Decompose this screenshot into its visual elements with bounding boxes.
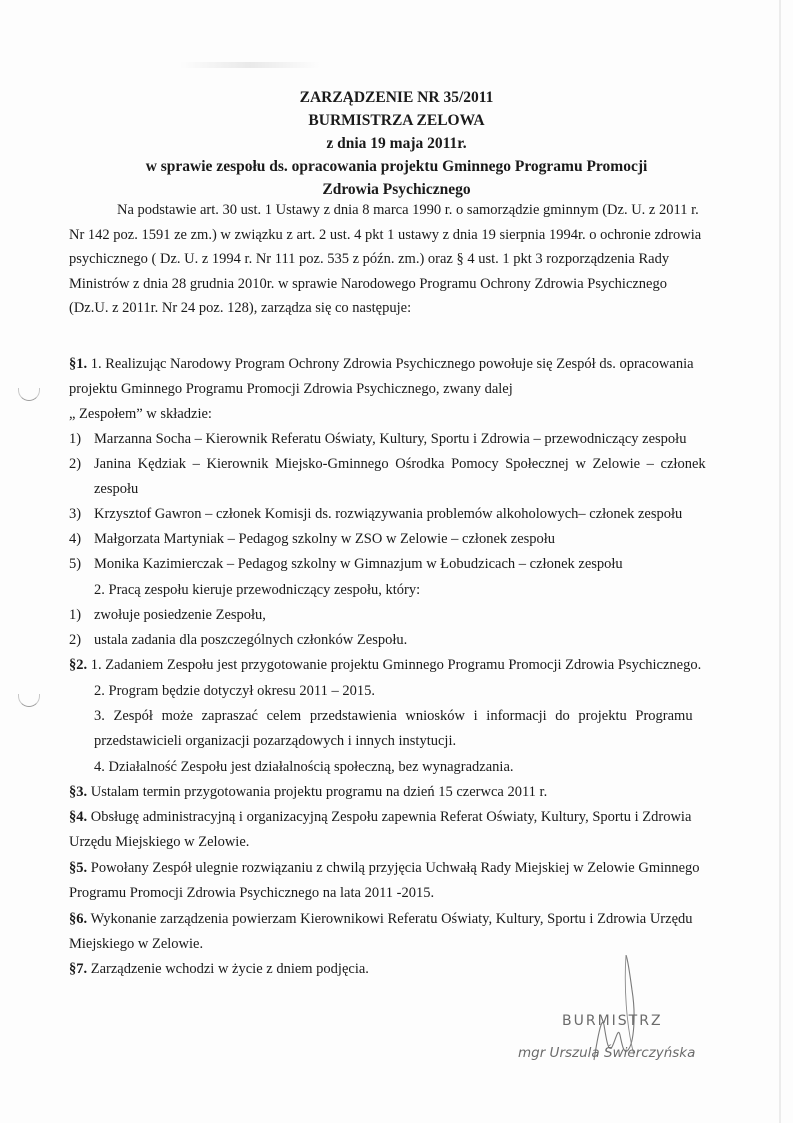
section-2-p2: 2. Program będzie dotyczył okresu 2011 – 2015.	[94, 683, 375, 699]
list-number: 2)	[69, 632, 82, 648]
document-subject-line1: w sprawie zespołu ds. opracowania projektu Gminnego Programu Promocji	[145, 158, 648, 175]
document-header	[0, 86, 793, 201]
document-issuer: BURMISTRZA ZELOWA	[308, 112, 485, 129]
section-text: Obsługę administracyjną i organizacyjną Zespołu zapewnia Referat Oświaty, Kultury, Sportu i Zdrowia	[87, 809, 692, 825]
scan-artifact	[180, 62, 320, 68]
member-item	[69, 452, 706, 477]
section-label: §1.	[69, 356, 88, 372]
preamble	[69, 198, 707, 321]
list-number: 1)	[69, 607, 82, 623]
section-label: §5.	[69, 860, 88, 876]
section-label: §7.	[69, 961, 88, 977]
section-4-line2: Urzędu Miejskiego w Zelowie.	[69, 834, 250, 850]
section-1-p1-line2: projektu Gminnego Programu Promocji Zdrowia Psychicznego, zwany dalej	[69, 381, 513, 397]
section-3	[69, 780, 547, 805]
preamble-line: (Dz.U. z 2011r. Nr 24 poz. 128), zarządza się co następuje:	[69, 300, 412, 316]
section-1-p1-line1	[69, 352, 694, 377]
section-4-line1	[69, 805, 691, 830]
punch-hole-mark	[18, 388, 40, 401]
section-5-line2: Programu Promocji Zdrowia Psychicznego na lata 2011 -2015.	[69, 885, 435, 901]
section-text: 1. Zadaniem Zespołu jest przygotowanie projektu Gminnego Programu Promocji Zdrowia Psychicznego.	[87, 657, 702, 673]
member-item-continuation: zespołu	[94, 481, 139, 497]
section-2-p3-line2: przedstawicieli organizacji pozarządowych i innych instytucji.	[94, 733, 457, 749]
section-2-p4: 4. Działalność Zespołu jest działalnością społeczną, bez wynagradzania.	[94, 759, 514, 775]
member-text: Monika Kazimierczak – Pedagog szkolny w Gimnazjum w Łobudzicach – członek zespołu	[94, 556, 623, 572]
document-subject-line2: Zdrowia Psychicznego	[322, 181, 471, 198]
punch-hole-mark	[18, 694, 40, 707]
section-label: §6.	[69, 911, 88, 927]
section-label: §4.	[69, 809, 88, 825]
section-6-line2: Miejskiego w Zelowie.	[69, 936, 204, 952]
list-number: 3)	[69, 506, 82, 522]
member-text: Krzysztof Gawron – członek Komisji ds. rozwiązywania problemów alkoholowych– członek zespołu	[94, 506, 683, 522]
section-1-p1-line3: „ Zespołem” w składzie:	[69, 406, 212, 422]
signature-name: mgr Urszula Świerczyńska	[518, 1045, 696, 1061]
member-text: Małgorzata Martyniak – Pedagog szkolny w ZSO w Zelowie – członek zespołu	[94, 531, 556, 547]
section-text: 1. Realizując Narodowy Program Ochrony Zdrowia Psychicznego powołuje się Zespół ds. opracowania	[87, 356, 694, 372]
duty-text: zwołuje posiedzenie Zespołu,	[94, 607, 266, 623]
section-text: Zarządzenie wchodzi w życie z dniem podjęcia.	[87, 961, 369, 977]
list-number: 1)	[69, 431, 82, 447]
document-date: z dnia 19 maja 2011r.	[326, 135, 467, 152]
member-item	[69, 527, 555, 552]
section-6-line1	[69, 907, 693, 932]
section-text: Ustalam termin przygotowania projektu programu na dzień 15 czerwca 2011 r.	[87, 784, 548, 800]
section-2-p1	[69, 653, 701, 678]
member-text: Marzanna Socha – Kierownik Referatu Oświaty, Kultury, Sportu i Zdrowia – przewodniczący zespołu	[94, 431, 687, 447]
duty-item	[69, 603, 266, 628]
section-1-p2: 2. Pracą zespołu kieruje przewodniczący zespołu, który:	[94, 582, 421, 598]
document-title: ZARZĄDZENIE NR 35/2011	[299, 89, 494, 106]
member-item	[69, 552, 623, 577]
section-text: Powołany Zespół ulegnie rozwiązaniu z chwilą przyjęcia Uchwałą Rady Miejskiej w Zelowie Gminnego	[87, 860, 700, 876]
section-5-line1	[69, 856, 700, 881]
list-number: 5)	[69, 556, 82, 572]
duty-text: ustala zadania dla poszczególnych członków Zespołu.	[94, 632, 408, 648]
preamble-line: Ministrów z dnia 28 grudnia 2010r. w sprawie Narodowego Programu Ochrony Zdrowia Psychicznego	[69, 275, 667, 292]
preamble-line: psychicznego ( Dz. U. z 1994 r. Nr 111 poz. 535 z późn. zm.) oraz § 4 ust. 1 pkt 3 rozporządzenia Rady	[69, 251, 670, 267]
duty-item	[69, 628, 407, 653]
section-label: §2.	[69, 657, 88, 673]
member-item	[69, 502, 682, 527]
section-label: §3.	[69, 784, 88, 800]
preamble-line: Na podstawie art. 30 ust. 1 Ustawy z dnia 8 marca 1990 r. o samorządzie gminnym (Dz. U. z 2011 r.	[117, 202, 699, 218]
signature-title: BURMISTRZ	[562, 1013, 663, 1029]
member-item	[69, 427, 686, 452]
section-2-p3-line1: 3. Zespół może zapraszać celem przedstawienia wniosków i informacji do projektu Programu	[94, 708, 693, 724]
list-number: 4)	[69, 531, 82, 547]
list-number: 2)	[69, 456, 82, 472]
member-text: Janina Kędziak – Kierownik Miejsko-Gminnego Ośrodka Pomocy Społecznej w Zelowie – członek	[94, 456, 706, 472]
preamble-line: Nr 142 poz. 1591 ze zm.) w związku z art. 2 ust. 4 pkt 1 ustawy z dnia 19 sierpnia 1994r. o ochronie zdrowia	[69, 226, 702, 243]
section-text: Wykonanie zarządzenia powierzam Kierownikowi Referatu Oświaty, Kultury, Sportu i Zdrowia Urzędu	[87, 911, 693, 927]
section-7	[69, 957, 369, 982]
